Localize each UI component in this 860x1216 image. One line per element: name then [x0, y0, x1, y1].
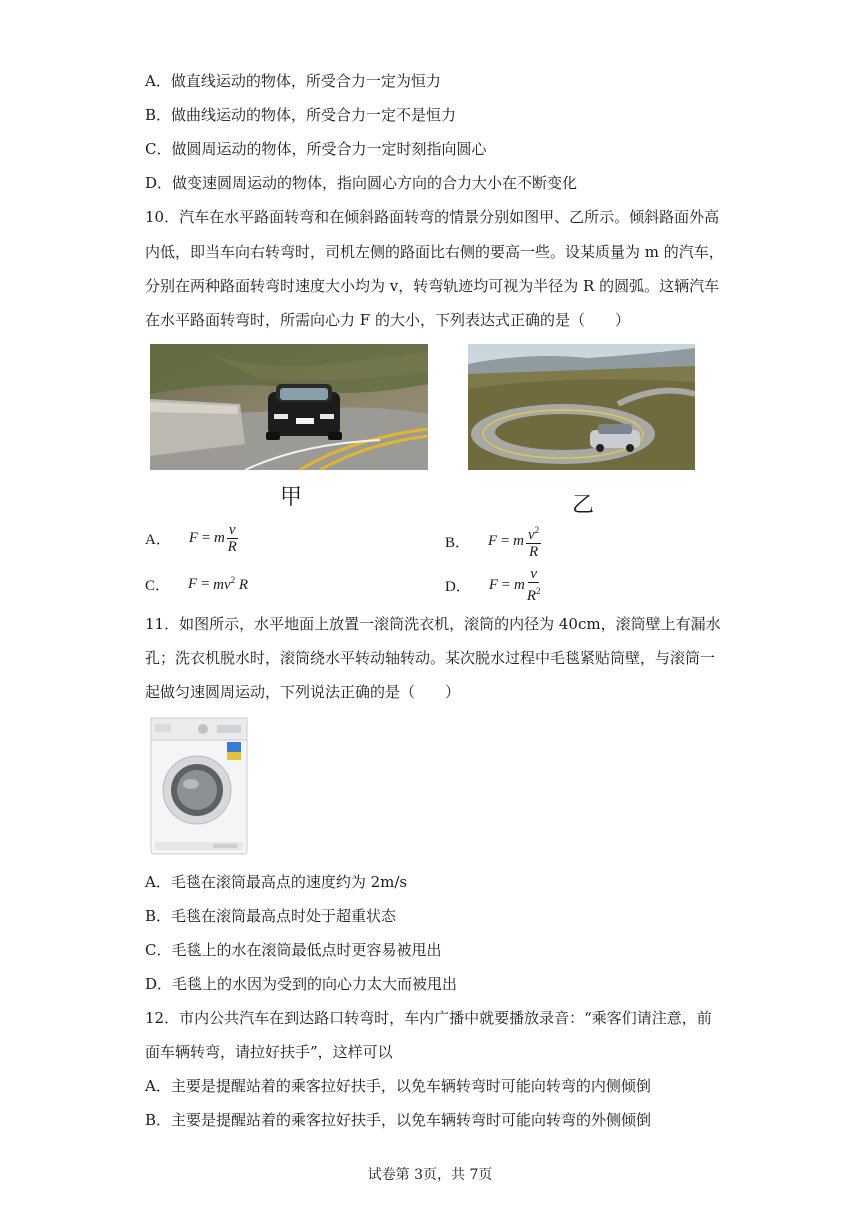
- photo-washing-machine: [147, 716, 251, 858]
- photo-banked-road-car: [468, 344, 695, 470]
- q11-option-c: C．毛毯上的水在滚筒最低点时更容易被甩出: [145, 941, 442, 959]
- q12-option-b: B．主要是提醒站着的乘客拉好扶手，以免车辆转弯时可能向转弯的外侧倾倒: [145, 1111, 652, 1129]
- q10-stem-line-2: 内低，即当车向右转弯时，司机左侧的路面比右侧的要高一些。设某质量为 m 的汽车，: [145, 243, 724, 261]
- q11-stem-line-2: 孔；洗衣机脱水时，滚筒绕水平转动轴转动。某次脱水过程中毛毯紧贴筒壁，与滚筒一: [145, 649, 716, 667]
- q9-option-a: A．做直线运动的物体，所受合力一定为恒力: [145, 72, 441, 90]
- caption-jia: 甲: [280, 485, 303, 510]
- q11-option-b: B．毛毯在滚筒最高点时处于超重状态: [145, 907, 397, 925]
- page-footer: 试卷第 3页，共 7页: [367, 1167, 493, 1183]
- q12-stem-line-2: 面车辆转弯，请拉好扶手”，这样可以: [145, 1043, 393, 1061]
- q10-option-a: A． F = m $\frac{v}{R}$: [145, 522, 237, 555]
- q9-option-d: D．做变速圆周运动的物体，指向圆心方向的合力大小在不断变化: [145, 174, 578, 192]
- q11-stem-line-3: 起做匀速圆周运动，下列说法正确的是（ ）: [145, 683, 461, 701]
- q12-option-a: A．主要是提醒站着的乘客拉好扶手，以免车辆转弯时可能向转弯的内侧倾倒: [145, 1077, 651, 1095]
- q10-option-a-label: A．: [145, 532, 171, 548]
- photo-flat-road-car: [150, 344, 428, 470]
- q10-stem-line-4: 在水平路面转弯时，所需向心力 F 的大小，下列表达式正确的是（ ）: [145, 311, 630, 329]
- q11-option-a: A．毛毯在滚筒最高点的速度约为 2m/s: [145, 873, 408, 891]
- q10-stem-line-3: 分别在两种路面转弯时速度大小均为 v，转弯轨迹均可视为半径为 R 的圆弧。这辆汽车: [145, 277, 720, 295]
- q10-option-b: B． F = m $\frac{v^2}{R}$: [445, 522, 541, 560]
- q10-option-d-label: D．: [445, 578, 471, 595]
- q10-stem-line-1: 10．汽车在水平路面转弯和在倾斜路面转弯的情景分别如图甲、乙所示。倾斜路面外高: [145, 208, 720, 226]
- q11-option-d: D．毛毯上的水因为受到的向心力太大而被甩出: [145, 975, 458, 993]
- q10-option-c-label: C．: [145, 578, 171, 594]
- q9-option-b: B．做曲线运动的物体，所受合力一定不是恒力: [145, 106, 457, 124]
- q12-stem-line-1: 12．市内公共汽车在到达路口转弯时，车内广播中就要播放录音：“乘客们请注意，前: [145, 1009, 712, 1027]
- q10-option-d: D． F = m $\frac{v}{R^2}$: [445, 566, 541, 604]
- q10-option-c: C． F = $mv^2$ R: [145, 575, 249, 594]
- q9-option-c: C．做圆周运动的物体，所受合力一定时刻指向圆心: [145, 140, 487, 158]
- q11-stem-line-1: 11．如图所示，水平地面上放置一滚筒洗衣机，滚筒的内径为 40cm，滚筒壁上有漏水: [145, 615, 721, 633]
- q10-option-b-label: B．: [445, 534, 471, 551]
- caption-yi: 乙: [572, 493, 595, 518]
